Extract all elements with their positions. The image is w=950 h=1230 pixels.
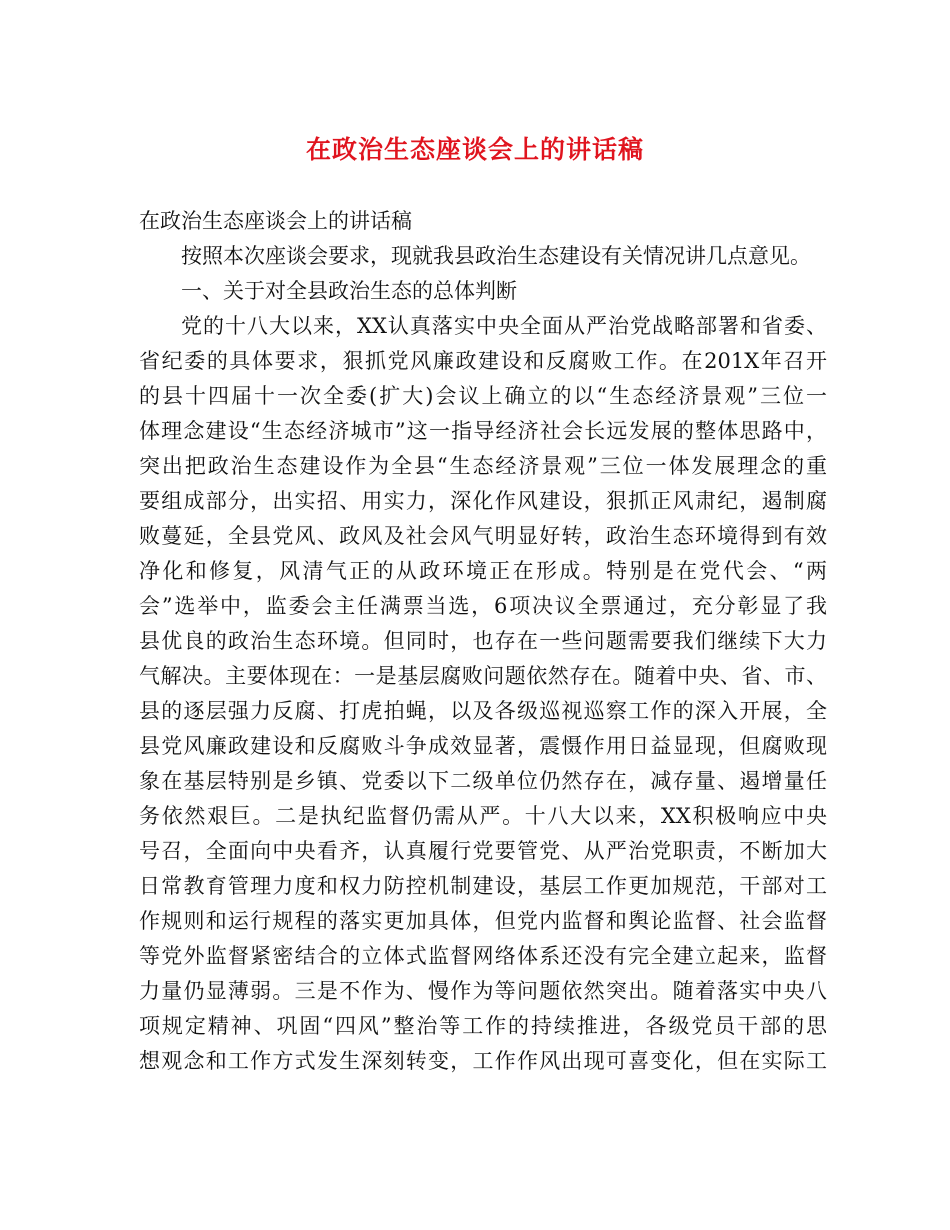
paragraph-line: 日常教育管理力度和权力防控机制建设，基层工作更加规范，干部对工	[139, 874, 827, 898]
paragraph-line: 作规则和运行规程的落实更加具体，但党内监督和舆论监督、社会监督	[139, 909, 827, 933]
paragraph-line: 象在基层特别是乡镇、党委以下二级单位仍然存在，减存量、遏增量任	[139, 769, 827, 793]
paragraph-line: 净化和修复，风清气正的从政环境正在形成。特别是在党代会、“两	[139, 559, 827, 583]
document-body	[139, 204, 827, 1079]
paragraph-line: 想观念和工作方式发生深刻转变，工作作风出现可喜变化，但在实际工	[139, 1049, 827, 1073]
paragraph-line: 气解决。主要体现在：一是基层腐败问题依然存在。随着中央、省、市、	[139, 664, 827, 688]
paragraph-line: 项规定精神、巩固“四风”整治等工作的持续推进，各级党员干部的思	[139, 1014, 827, 1038]
paragraph-line: 会”选举中，监委会主任满票当选，6项决议全票通过，充分彰显了我	[139, 594, 827, 618]
paragraph-line: 的县十四届十一次全委(扩大)会议上确立的以“生态经济景观”三位一	[139, 384, 827, 408]
paragraph-line: 县的逐层强力反腐、打虎拍蝇，以及各级巡视巡察工作的深入开展，全	[139, 699, 827, 723]
paragraph-line: 要组成部分，出实招、用实力，深化作风建设，狠抓正风肃纪，遏制腐	[139, 489, 827, 513]
paragraph-line: 县优良的政治生态环境。但同时，也存在一些问题需要我们继续下大力	[139, 629, 827, 653]
document-title: 在政治生态座谈会上的讲话稿	[305, 135, 644, 164]
intro-paragraph: 按照本次座谈会要求，现就我县政治生态建设有关情况讲几点意见。	[181, 244, 811, 268]
section-heading: 一、关于对全县政治生态的总体判断	[181, 279, 517, 303]
paragraph-line: 等党外监督紧密结合的立体式监督网络体系还没有完全建立起来，监督	[139, 944, 827, 968]
paragraph-line: 败蔓延，全县党风、政风及社会风气明显好转，政治生态环境得到有效	[139, 524, 827, 548]
subtitle-line: 在政治生态座谈会上的讲话稿	[139, 209, 412, 233]
paragraph-line: 体理念建设“生态经济城市”这一指导经济社会长远发展的整体思路中，	[139, 419, 827, 443]
paragraph-line: 党的十八大以来，XX认真落实中央全面从严治党战略部署和省委、	[181, 314, 827, 338]
paragraph-line: 务依然艰巨。二是执纪监督仍需从严。十八大以来，XX积极响应中央	[139, 804, 827, 828]
paragraph-line: 省纪委的具体要求，狠抓党风廉政建设和反腐败工作。在201X年召开	[139, 349, 827, 373]
paragraph-line: 号召，全面向中央看齐，认真履行党要管党、从严治党职责，不断加大	[139, 839, 827, 863]
paragraph-line: 县党风廉政建设和反腐败斗争成效显著，震慑作用日益显现，但腐败现	[139, 734, 827, 758]
paragraph-line: 突出把政治生态建设作为全县“生态经济景观”三位一体发展理念的重	[139, 454, 827, 478]
paragraph-line: 力量仍显薄弱。三是不作为、慢作为等问题依然突出。随着落实中央八	[139, 979, 827, 1003]
